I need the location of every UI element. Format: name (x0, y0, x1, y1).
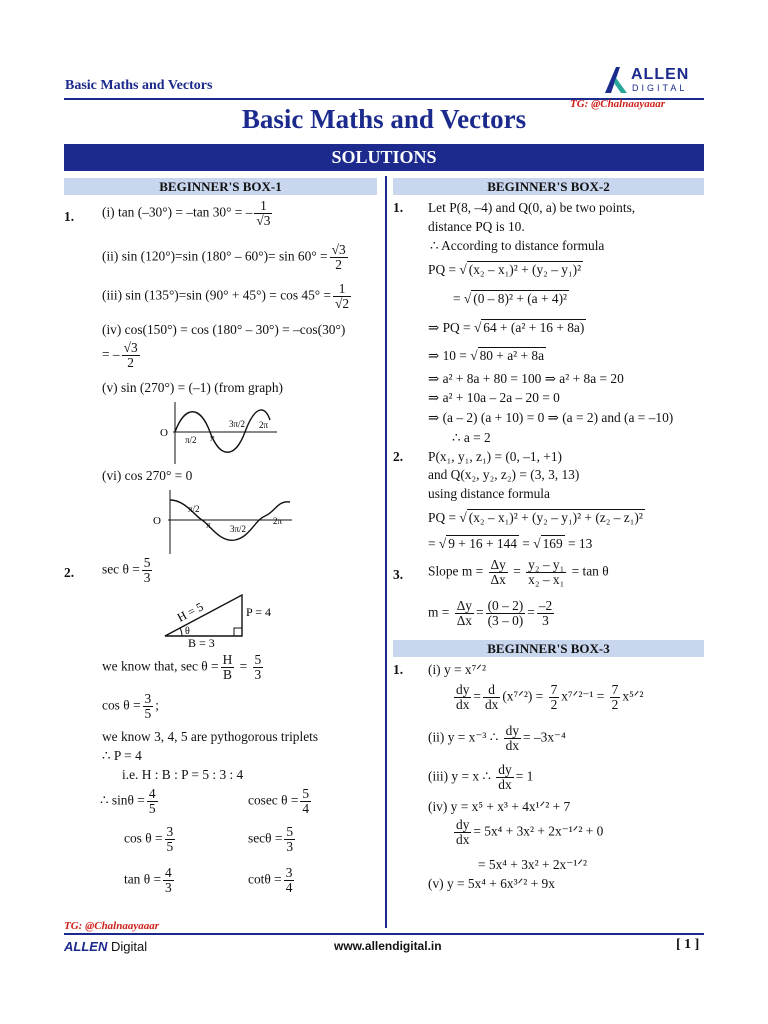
box1-q1-i (102, 199, 274, 228)
sec-label: secθ = (248, 830, 283, 846)
box1-q1-vi: (vi) cos 270° = 0 (102, 468, 193, 483)
ten-label: ⇒ 10 = (428, 348, 467, 363)
graph2-origin: O (153, 515, 161, 527)
fraction: $\frac{dy}{dx}$ (505, 723, 520, 754)
box1-q2-b: we know that, sec θ = $\frac{H}{B}$ = $\frac{5}{3}$ (102, 652, 262, 683)
right-triangle-diagram (160, 590, 285, 648)
box2-q3-number: 3. (393, 567, 404, 582)
box1-q1-number: 1. (64, 209, 75, 224)
fraction: $\frac{3}{4}$ (285, 865, 293, 896)
derivative-mid: (x⁷ᐟ²) = (502, 688, 544, 704)
box1-tan (124, 866, 176, 895)
radicand: 80 + a² + 8a (479, 348, 545, 363)
ii-text: (ii) y = x⁻³ ∴ (428, 729, 499, 745)
footer-brand (64, 939, 147, 954)
box1-q2-f: i.e. H : B : P = 5 : 3 : 4 (122, 767, 244, 782)
box2-q1-k: ∴ a = 2 (452, 430, 491, 445)
page-title: Basic Maths and Vectors (241, 104, 527, 134)
fraction: $\frac{dy}{dx}$ (456, 682, 470, 713)
fraction: $\frac{3}{5}$ (144, 691, 152, 722)
box2-q2-number: 2. (393, 449, 404, 464)
triangle-theta-label: θ (185, 626, 190, 637)
triangle-h-label: H = 5 (174, 599, 206, 625)
box1-q2-a (102, 556, 154, 585)
fraction: $\frac{5}{3}$ (143, 555, 151, 586)
box1-q1-iv: (iv) cos(150°) = cos (180° – 30°) = –cos(30°) (102, 322, 346, 337)
box2-q3-b: m = $\frac{\Delta y}{\Delta x}$ = $\frac{(0 - 2)}{(3 - 0)}$ = $\frac{-2}{3}$ (428, 598, 553, 629)
tan-label: tan θ = (124, 871, 162, 887)
fraction: $\frac{7}{2}$ (611, 682, 619, 713)
m-label: m = (428, 604, 450, 620)
graph2-label-pi: π (206, 520, 211, 530)
box1-q2-c-text: cos θ = (102, 697, 141, 713)
box2-q2-d: PQ = √ (x₂ – x₁)² + (y₂ – y₁)² + (z₂ – z₁)² (428, 510, 643, 525)
box1-cot (248, 866, 296, 895)
cosine-graph (150, 488, 295, 556)
box1-q2-number: 2. (64, 565, 75, 580)
box2-q1-f: ⇒ PQ = √ 64 + (a² + 16 + 8a) (428, 320, 585, 335)
equals: = (453, 291, 461, 306)
iii-text: (iii) y = x ∴ (428, 768, 491, 784)
box1-sec (248, 825, 297, 854)
fraction: $\frac{5}{3}$ (254, 652, 262, 683)
fraction: $\frac{dy}{dx}$ (456, 817, 470, 848)
cos-label: cos θ = (124, 830, 163, 846)
column-divider (385, 176, 387, 928)
box1-sin (100, 787, 160, 816)
box3-q1-number: 1. (393, 662, 404, 677)
page-number: [ 1 ] (676, 937, 700, 952)
box2-q2-b: and Q(x₂, y₂, z₂) = (3, 3, 13) (428, 467, 580, 482)
box2-q1-e: = √ (0 – 8)² + (a + 4)² (453, 291, 568, 306)
box1-q2-e: ∴ P = 4 (102, 748, 142, 763)
fraction: $\frac{\Delta y}{\Delta x}$ (490, 557, 506, 588)
logo-word: ALLEN (631, 66, 690, 83)
radicand: (x₂ – x₁)² + (y₂ – y₁)² (468, 262, 582, 277)
box2-q1-number: 1. (393, 200, 404, 215)
box2-q1-g: ⇒ 10 = √ 80 + a² + 8a (428, 348, 545, 363)
box3-v-a: (v) y = 5x⁴ + 6x³ᐟ² + 9x (428, 876, 555, 891)
cosec-label: cosec θ = (248, 792, 299, 808)
tan-theta: = tan θ (571, 563, 609, 579)
box2-q1-i: ⇒ a² + 10a – 2a – 20 = 0 (428, 390, 560, 405)
box2-q1-h: ⇒ a² + 8a + 80 = 100 ⇒ a² + 8a = 20 (428, 371, 624, 386)
fraction: $\frac{-2}{3}$ (538, 598, 553, 629)
box3-header: BEGINNER'S BOX-3 (393, 640, 704, 657)
box2-q2-e: = √ 9 + 16 + 144 = √ 169 = 13 (428, 536, 593, 551)
box1-q1-ii (102, 243, 350, 272)
fraction: $\frac{\Delta y}{\Delta x}$ (456, 598, 472, 629)
fraction: $\frac{5}{4}$ (302, 786, 310, 817)
graph2-label-2pi: 2π (273, 516, 283, 526)
equals: = (522, 536, 530, 551)
box1-q2-c (102, 692, 159, 721)
radicand: 9 + 16 + 144 (448, 536, 517, 551)
equals: = (428, 536, 436, 551)
box2-q1-j: ⇒ (a – 2) (a + 10) = 0 ⇒ (a = 2) and (a = –10) (428, 410, 674, 425)
pq-label: PQ = (428, 262, 457, 277)
box1-q2-d: we know 3, 4, 5 are pythogorous triplets (102, 729, 319, 744)
box2-header: BEGINNER'S BOX-2 (393, 178, 704, 195)
box1-cosec (248, 787, 313, 816)
iii-result: = 1 (515, 768, 534, 784)
triangle-b-label: B = 3 (188, 636, 215, 648)
box1-q2-b-text: we know that, sec θ = (102, 658, 219, 674)
pq-label: ⇒ PQ = (428, 320, 471, 335)
fraction: $\frac{\text{y₂ – y₁}}{\text{x₂ – x₁}}$ (528, 557, 565, 588)
box2-q1-d: PQ = √ (x₂ – x₁)² + (y₂ – y₁)² (428, 262, 582, 277)
graph1-origin: O (160, 427, 168, 439)
box2-q2-c: using distance formula (428, 486, 550, 501)
box1-q1-iv-eq: = – (102, 346, 120, 362)
box2-q2-a: P(x₁, y₁, z₁) = (0, –1, +1) (428, 449, 562, 464)
radicand: 64 + (a² + 16 + 8a) (483, 320, 585, 335)
solutions-banner: SOLUTIONS (64, 144, 704, 171)
power-term: x⁵ᐟ² (622, 688, 644, 704)
fraction: $\frac{1}{√2}$ (335, 281, 350, 312)
slope-label: Slope m = (428, 563, 484, 579)
allen-logo (603, 66, 703, 96)
sine-graph (155, 400, 280, 465)
footer-rule (64, 933, 704, 935)
graph2-label-pi-2: π/2 (188, 504, 200, 514)
fraction: $\frac{1}{√3}$ (256, 198, 271, 229)
box3-iii (428, 763, 533, 792)
fraction: $\frac{4}{3}$ (165, 865, 172, 896)
fraction: $\frac{√3}{2}$ (331, 242, 346, 273)
box2-q1-c: ∴ According to distance formula (430, 238, 605, 253)
iv-result: = 5x⁴ + 3x² + 2x⁻¹ᐟ² + 0 (473, 823, 604, 839)
box1-header: BEGINNER'S BOX-1 (64, 178, 377, 195)
radicand: 169 (542, 536, 563, 551)
box1-cos (124, 825, 177, 854)
cot-label: cotθ = (248, 871, 282, 887)
box1-q2-a-text: sec θ = (102, 561, 140, 577)
box2-q3-a (428, 558, 609, 587)
box1-q1-v: (v) sin (270°) = (–1) (from graph) (102, 380, 283, 395)
graph1-label-pi-2: π/2 (185, 435, 197, 445)
fraction: $\frac{dy}{dx}$ (498, 762, 512, 793)
footer-url[interactable]: www.allendigital.in (334, 939, 442, 953)
fraction: $\frac{√3}{2}$ (123, 340, 138, 371)
fraction: $\frac{5}{3}$ (286, 824, 294, 855)
box2-q1-b: distance PQ is 10. (428, 219, 525, 234)
radicand: (0 – 8)² + (a + 4)² (473, 291, 568, 306)
graph1-label-3pi-2: 3π/2 (229, 419, 246, 429)
fraction: $\frac{d}{dx}$ (484, 682, 499, 713)
footer-brand-rest: Digital (110, 939, 148, 954)
triangle-p-label: P = 4 (246, 605, 271, 619)
sin-label: ∴ sinθ = (100, 792, 145, 808)
fraction: $\frac{7}{2}$ (550, 682, 558, 713)
fraction: $\frac{H}{B}$ (222, 652, 233, 683)
pq-label: PQ = (428, 510, 457, 525)
equals: = (513, 563, 521, 579)
tg-handle-top: TG: @Chalnaayaaar (570, 98, 666, 110)
footer-brand-bold: ALLEN (64, 939, 108, 954)
box1-q1-iv-b (102, 341, 142, 370)
running-title: Basic Maths and Vectors (65, 78, 213, 93)
graph1-label-2pi: 2π (259, 420, 269, 430)
fraction: $\frac{(0 - 2)}{(3 - 0)}$ (487, 598, 524, 629)
fraction: $\frac{4}{5}$ (148, 786, 156, 817)
graph1-label-pi: π (210, 433, 215, 443)
box3-ii (428, 724, 566, 753)
box3-iv-a: (iv) y = x⁵ + x³ + 4x¹ᐟ² + 7 (428, 799, 571, 814)
result: = 13 (568, 536, 593, 551)
box2-q1-a: Let P(8, –4) and Q(0, a) be two points, (428, 200, 636, 215)
logo-sub: DIGITAL (632, 83, 688, 93)
graph2-label-3pi-2: 3π/2 (230, 524, 247, 534)
fraction: $\frac{3}{5}$ (166, 824, 174, 855)
box3-i-a: (i) y = x⁷ᐟ² (428, 662, 486, 677)
radicand: (x₂ – x₁)² + (y₂ – y₁)² + (z₂ – z₁)² (468, 510, 643, 525)
box3-i-b: $\frac{dy}{dx}$ = $\frac{d}{dx}$ (x⁷ᐟ²) = $\frac{7}{2}$ x⁷ᐟ²⁻¹ = $\frac{7}{2}$ x⁵ᐟ² (456, 682, 644, 713)
box1-q1-iii-text: (iii) sin (135°)=sin (90° + 45°) = cos 45° = (102, 287, 332, 303)
allen-logo-mark-icon (603, 66, 629, 94)
power-term: x⁷ᐟ²⁻¹ = (561, 688, 605, 704)
tg-handle-bottom: TG: @Chalnaayaaar (64, 920, 160, 932)
ii-result: = –3x⁻⁴ (523, 729, 566, 745)
box1-q2-c-tail: ; (155, 697, 159, 713)
box3-iv-b (452, 818, 603, 847)
box1-q1-ii-text: (ii) sin (120°)=sin (180° – 60°)= sin 60° = (102, 248, 328, 264)
box1-q1-iii (102, 282, 353, 311)
box3-iv-c: = 5x⁴ + 3x² + 2x⁻¹ᐟ² (478, 857, 588, 872)
box1-q1-i-text: (i) tan (–30°) = –tan 30° = – (102, 204, 253, 220)
